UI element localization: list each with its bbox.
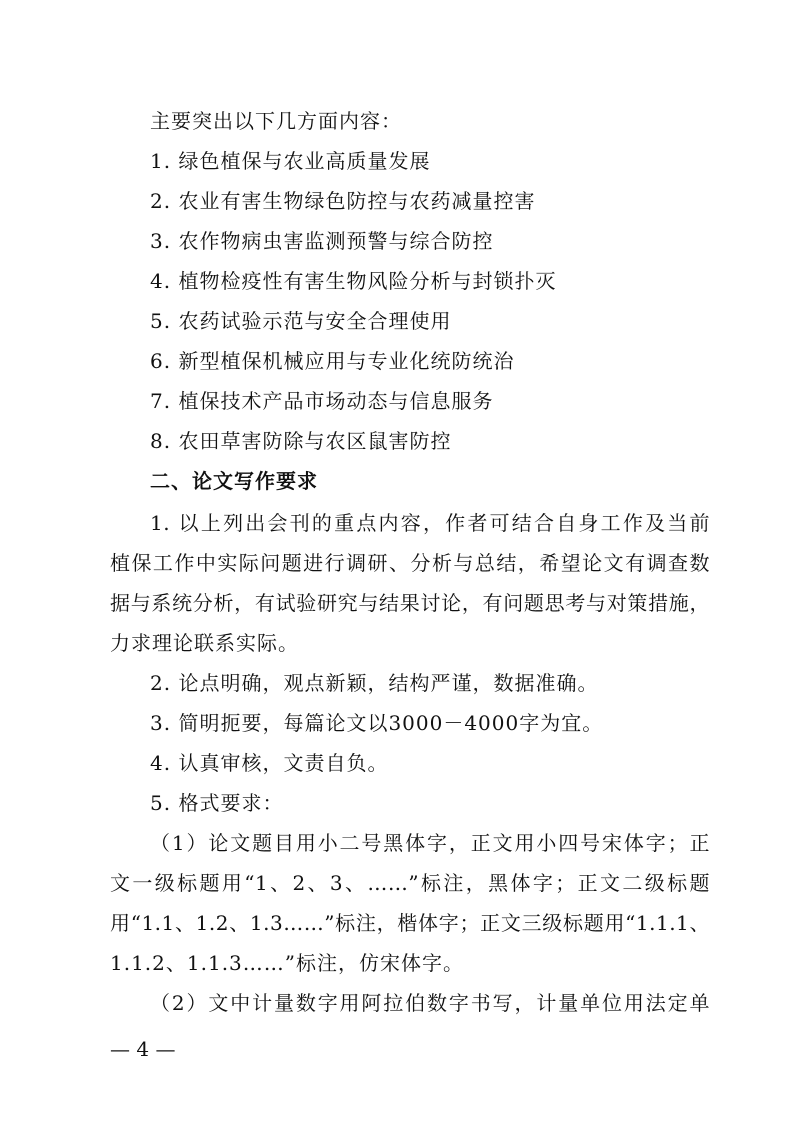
topic-item-5: 5. 农药试验示范与安全合理使用 bbox=[150, 309, 452, 333]
requirement-1-line-3: 据与系统分析，有试验研究与结果讨论，有问题思考与对策措施， bbox=[110, 591, 710, 615]
format-rule-1-line-3: 用“1.1、1.2、1.3……”标注，楷体字；正文三级标题用“1.1.1、 bbox=[110, 911, 710, 935]
requirement-5: 5. 格式要求： bbox=[150, 791, 284, 815]
topic-item-3: 3. 农作物病虫害监测预警与综合防控 bbox=[150, 229, 494, 253]
requirement-3: 3. 简明扼要，每篇论文以3000－4000字为宜。 bbox=[150, 711, 604, 735]
topic-item-6: 6. 新型植保机械应用与专业化统防统治 bbox=[150, 349, 515, 373]
format-rule-1-line-2: 文一级标题用“1、2、3、……”标注，黑体字；正文二级标题 bbox=[110, 871, 710, 895]
topic-item-1: 1. 绿色植保与农业高质量发展 bbox=[150, 149, 431, 173]
topic-item-8: 8. 农田草害防除与农区鼠害防控 bbox=[150, 429, 452, 453]
section-heading: 二、论文写作要求 bbox=[150, 469, 318, 493]
format-rule-1-line-4: 1.1.2、1.1.3……”标注，仿宋体字。 bbox=[110, 951, 465, 975]
requirement-1-line-1: 1. 以上列出会刊的重点内容，作者可结合自身工作及当前 bbox=[150, 511, 710, 535]
requirement-4: 4. 认真审核，文责自负。 bbox=[150, 751, 389, 775]
format-rule-1-line-1: （1）论文题目用小二号黑体字，正文用小四号宋体字；正 bbox=[150, 831, 710, 855]
format-rule-2-line-1: （2）文中计量数字用阿拉伯数字书写，计量单位用法定单 bbox=[150, 991, 710, 1015]
intro-text: 主要突出以下几方面内容： bbox=[150, 109, 402, 133]
requirement-2: 2. 论点明确，观点新颖，结构严谨，数据准确。 bbox=[150, 671, 599, 695]
topic-item-4: 4. 植物检疫性有害生物风险分析与封锁扑灭 bbox=[150, 269, 557, 293]
requirement-1-line-2: 植保工作中实际问题进行调研、分析与总结，希望论文有调查数 bbox=[110, 551, 710, 575]
requirement-1-line-4: 力求理论联系实际。 bbox=[110, 631, 299, 655]
page-number: — 4 — bbox=[110, 1037, 176, 1061]
topic-item-7: 7. 植保技术产品市场动态与信息服务 bbox=[150, 389, 494, 413]
topic-item-2: 2. 农业有害生物绿色防控与农药减量控害 bbox=[150, 189, 536, 213]
